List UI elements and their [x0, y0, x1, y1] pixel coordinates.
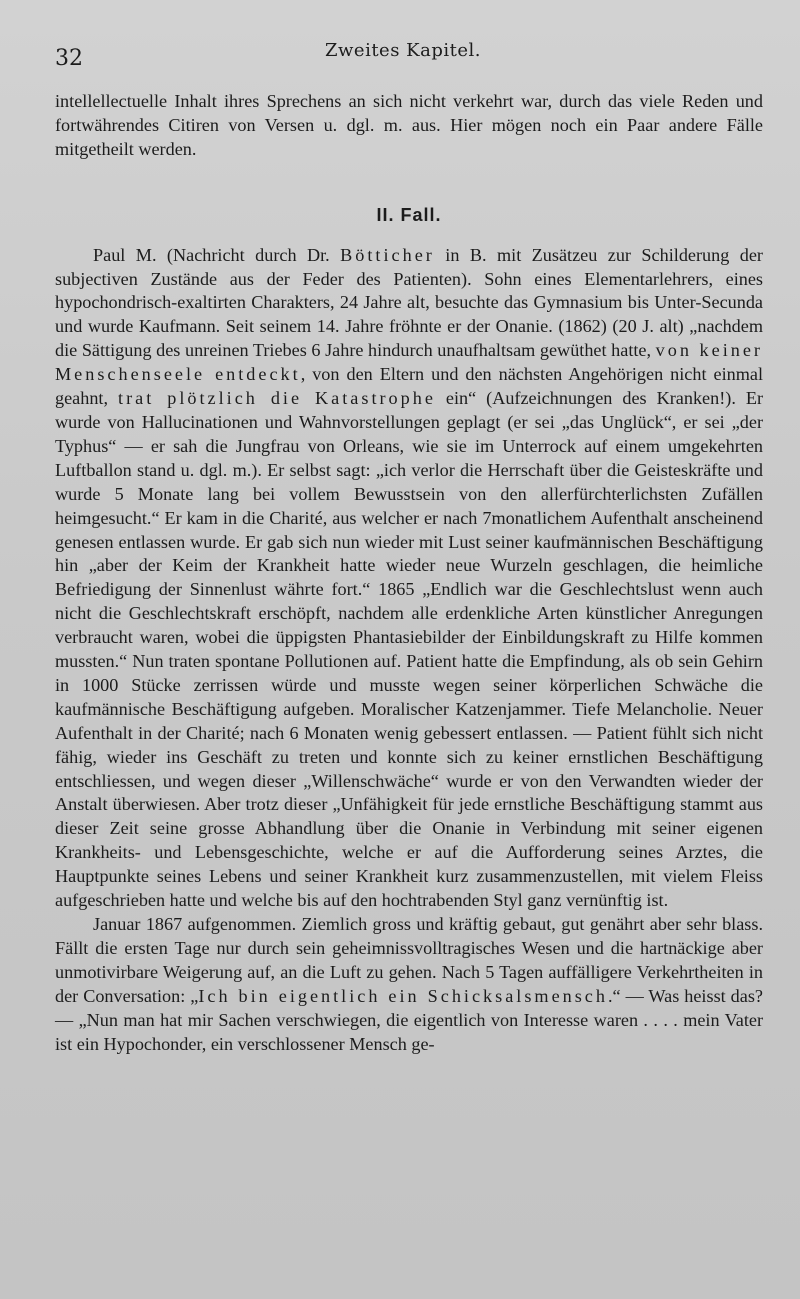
text-run: in B. mit Zusätzeu zur Schilderung der subjectiven Zustände aus der Feder des Patienten). Sohn eines Elementarlehrers, eines hypochondrisch-exaltirten Charakters, 24 Jahre alt, besuchte das Gymnasium bis Unter-Secunda und wurde Kaufmann. Seit seinem 14. Jahre fröhnte er der Onanie. (1862) (20 J. alt) „nachdem die Sättigung des unreinen Triebes 6 Jahre hindurch unaufhaltsam gewüthet hatte,	[55, 244, 763, 361]
body-text	[55, 90, 763, 1056]
text-run: Januar 1867 aufgenommen. Ziemlich gross und kräftig gebaut, gut genährt aber sehr blass. Fällt die ersten Tage nur durch sein geheimnissvolltragisches Wesen und die hartnäckige aber unmotivirbare Weigerung auf, an die Luft zu gehen. Nach 5 Tagen auffälligere Verkehrtheiten in der Conversation: „	[55, 914, 763, 1006]
case-paragraph-1	[55, 244, 763, 913]
page-number: 32	[55, 46, 83, 71]
spaced-emphasis: von keiner Menschenseele entdeckt	[55, 340, 763, 385]
spaced-emphasis: Ich bin eigentlich ein Schicksalsmensch	[198, 985, 608, 1006]
text-run: .“ — Was heisst das? — „Nun man hat mir Sachen verschwiegen, die eigentlich von Interesse waren . . . . mein Vater ist ein Hypochonder, ein verschlossener Mensch ge-	[55, 985, 763, 1054]
case-paragraph-2	[55, 913, 763, 1056]
text-run: ein“ (Aufzeichnungen des Kranken!). Er wurde von Hallucinationen und Wahnvorstellungen geplagt (er sei „das Unglück“, er sei „der Typhus“ — er sah die Jungfrau von Orleans, wie sie im Unterrock auf einem umgekehrten Luftballon stand u. dgl. m.). Er selbst sagt: „ich verlor die Herrschaft über die Geisteskräfte und wurde 5 Monate lang bei vollem Bewusstsein von den allerfürchterlichsten Zufällen heimgesucht.“ Er kam in die Charité, aus welcher er nach 7monatlichem Aufenthalt anscheinend genesen entlassen wurde. Er gab sich nun wieder mit Lust seiner kaufmännischen Beschäftigung hin „aber der Keim der Krankheit hatte wieder neue Wurzeln geschlagen, die heimliche Befriedigung der Sinnenlust währte fort.“ 1865 „Endlich war die Geschlechtslust wenn auch nicht die Geschlechtskraft erschöpft, nachdem alle erdenkliche Arten künstlicher Anregungen verbraucht waren, wobei die üppigsten Phantasiebilder der Einbildungskraft zu Hilfe kommen mussten.“ Nun traten spontane Pollutionen auf. Patient hatte die Empfindung, als ob sein Gehirn in 1000 Stücke zerrissen würde und musste wegen seiner körperlichen Schwäche die kaufmännische Beschäftigung aufgeben. Moralischer Katzenjammer. Tiefe Melancholie. Neuer Aufenthalt in der Charité; nach 6 Monaten wenig gebessert entlassen. — Patient fühlt sich nicht fähig, wieder ins Geschäft zu treten und konnte sich zu keiner ernstlichen Beschäftigung entschliessen, und wegen dieser „Willenschwäche“ wurde er von den Verwandten wieder der Anstalt überwiesen. Aber trotz dieser „Unfähigkeit für jede ernstliche Beschäftigung stammt aus dieser Zeit seine grosse Abhandlung über die Onanie in Verbindung mit seiner eigenen Krankheits- und Lebensgeschichte, welche er auf die Aufforderung seines Arztes, die Hauptpunkte seines Lebens und seiner Krankheit kurz zusammenzustellen, mit vielem Fleiss aufgeschrieben hatte und welche bis auf den hochtrabenden Styl ganz vernünftig ist.	[55, 388, 764, 911]
case-heading: II. Fall.	[376, 204, 442, 225]
spaced-emphasis: trat plötzlich die Katastrophe	[118, 388, 436, 409]
spaced-name: Bötticher	[340, 244, 435, 265]
text-run: Paul M. (Nachricht durch Dr.	[93, 244, 341, 265]
intro-paragraph: intellellectuelle Inhalt ihres Sprechens an sich nicht verkehrt war, durch das viele Reden und fortwährendes Citiren von Versen u. dgl. m. aus. Hier mögen noch ein Paar andere Fälle mitgetheilt werden.	[55, 91, 763, 159]
running-title: Zweites Kapitel.	[325, 40, 481, 61]
page-header	[55, 40, 755, 70]
text-run: , von den Eltern und den nächsten Angehörigen nicht einmal geahnt,	[55, 364, 763, 409]
